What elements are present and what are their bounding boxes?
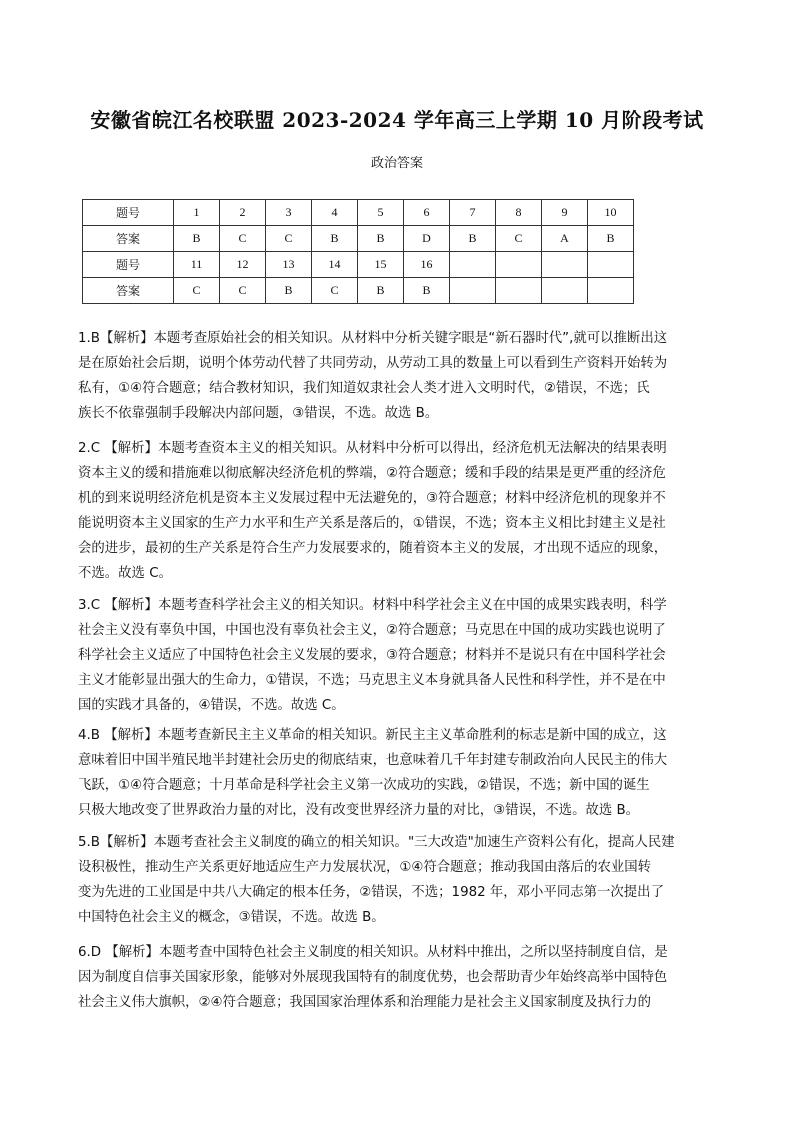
table-cell: 3 xyxy=(266,200,312,226)
text-line: 科学社会主义适应了中国特色社会主义发展的要求，③符合题意；材料并不是说只有在中国科学社会 xyxy=(78,648,666,663)
table-cell xyxy=(496,278,542,304)
table-cell: 6 xyxy=(404,200,450,226)
table-header-cell: 题号 xyxy=(83,252,174,278)
text-line: 族长不依靠强制手段解决内部问题，③错误，不选。故选 B。 xyxy=(78,406,439,421)
text-line: 6.D 【解析】本题考查中国特色社会主义制度的相关知识。从材料中推出，之所以坚持制度自信，是 xyxy=(78,945,668,960)
table-cell xyxy=(588,278,634,304)
table-cell: C xyxy=(174,278,220,304)
page-title: 安徽省皖江名校联盟 2023-2024 学年高三上学期 10 月阶段考试 xyxy=(90,108,704,132)
table-cell: 14 xyxy=(312,252,358,278)
table-cell: B xyxy=(312,226,358,252)
table-cell: 2 xyxy=(220,200,266,226)
table-cell: A xyxy=(542,226,588,252)
answer-explanation-3 xyxy=(78,593,728,718)
table-cell: B xyxy=(404,278,450,304)
text-line: 能说明资本主义国家的生产力水平和生产关系是落后的，①错误，不选；资本主义相比封建主义是社 xyxy=(78,516,666,531)
table-cell: 10 xyxy=(588,200,634,226)
table-cell: 15 xyxy=(358,252,404,278)
table-row xyxy=(83,252,634,278)
table-cell: C xyxy=(220,278,266,304)
table-cell xyxy=(588,252,634,278)
table-cell: B xyxy=(450,226,496,252)
text-line: 中国特色社会主义的概念，③错误，不选。故选 B。 xyxy=(78,910,385,925)
table-cell: 13 xyxy=(266,252,312,278)
table-cell: 5 xyxy=(358,200,404,226)
table-cell: C xyxy=(312,278,358,304)
answer-explanation-5 xyxy=(78,830,728,930)
page-subtitle: 政治答案 xyxy=(370,156,423,171)
table-cell xyxy=(450,252,496,278)
text-line: 私有，①④符合题意；结合教材知识，我们知道奴隶社会人类才进入文明时代，②错误，不选；氏 xyxy=(78,381,650,396)
text-line: 2.C 【解析】本题考查资本主义的相关知识。从材料中分析可以得出，经济危机无法解决的结果表明 xyxy=(78,441,667,456)
table-cell: 16 xyxy=(404,252,450,278)
answer-explanation-1 xyxy=(78,326,728,426)
text-line: 是在原始社会后期，说明个体劳动代替了共同劳动，从劳动工具的数量上可以看到生产资料开始转为 xyxy=(78,356,668,371)
text-line: 3.C 【解析】本题考查科学社会主义的相关知识。材料中科学社会主义在中国的成果实践表明，科学 xyxy=(78,598,667,613)
answer-explanation-2 xyxy=(78,436,728,586)
text-line: 5.B【解析】本题考查社会主义制度的确立的相关知识。"三大改造"加速生产资料公有化，提高人民建 xyxy=(78,835,675,850)
text-line: 主义才能彰显出强大的生命力，①错误，不选；马克思主义本身就具备人民性和科学性，并不是在中 xyxy=(78,673,666,688)
text-line: 资本主义的缓和措施难以彻底解决经济危机的弊端，②符合题意；缓和手段的结果是更严重的经济危 xyxy=(78,466,666,481)
answer-explanation-6 xyxy=(78,940,728,1015)
text-line: 机的到来说明经济危机是资本主义发展过程中无法避免的，③符合题意；材料中经济危机的现象并不 xyxy=(78,491,666,506)
table-cell: B xyxy=(588,226,634,252)
text-line: 社会主义没有辜负中国，中国也没有辜负社会主义，②符合题意；马克思在中国的成功实践也说明了 xyxy=(78,623,666,638)
table-cell xyxy=(542,252,588,278)
text-line: 飞跃，①④符合题意；十月革命是科学社会主义第一次成功的实践，②错误，不选；新中国的诞生 xyxy=(78,778,650,793)
table-row xyxy=(83,200,634,226)
text-line: 只极大地改变了世界政治力量的对比，没有改变世界经济力量的对比，③错误，不选。故选 B。 xyxy=(78,803,640,818)
table-cell: B xyxy=(266,278,312,304)
text-line: 不选。故选 C。 xyxy=(78,566,172,581)
text-line: 社会主义伟大旗帜，②④符合题意；我国国家治理体系和治理能力是社会主义国家制度及执行力的 xyxy=(78,995,652,1010)
table-cell: 4 xyxy=(312,200,358,226)
text-line: 4.B 【解析】本题考查新民主主义革命的相关知识。新民主主义革命胜利的标志是新中国的成立，这 xyxy=(78,728,667,743)
table-row xyxy=(83,226,634,252)
table-cell: B xyxy=(358,278,404,304)
answer-table xyxy=(82,199,634,304)
text-line: 设积极性，推动生产关系更好地适应生产力发展状况，①④符合题意；推动我国由落后的农业国转 xyxy=(78,860,652,875)
text-line: 会的进步，最初的生产关系是符合生产力发展要求的，随着资本主义的发展，才出现不适应的现象， xyxy=(78,541,668,556)
table-cell: 12 xyxy=(220,252,266,278)
table-cell: C xyxy=(266,226,312,252)
table-cell: 1 xyxy=(174,200,220,226)
table-cell: B xyxy=(174,226,220,252)
table-cell: 9 xyxy=(542,200,588,226)
text-line: 1.B【解析】本题考查原始社会的相关知识。从材料中分析关键字眼是“新石器时代”,就可以推断出这 xyxy=(78,331,668,346)
table-cell xyxy=(496,252,542,278)
text-line: 意味着旧中国半殖民地半封建社会历史的彻底结束，也意味着几千年封建专制政治向人民民主的伟大 xyxy=(78,753,668,768)
table-cell: C xyxy=(220,226,266,252)
table-cell xyxy=(450,278,496,304)
text-line: 因为制度自信事关国家形象，能够对外展现我国特有的制度优势，也会帮助青少年始终高举中国特色 xyxy=(78,970,668,985)
table-row xyxy=(83,278,634,304)
table-cell xyxy=(542,278,588,304)
table-header-cell: 答案 xyxy=(83,226,174,252)
table-cell: 7 xyxy=(450,200,496,226)
table-cell: B xyxy=(358,226,404,252)
table-cell: 8 xyxy=(496,200,542,226)
text-line: 国的实践才具备的，④错误，不选。故选 C。 xyxy=(78,698,345,713)
table-header-cell: 题号 xyxy=(83,200,174,226)
text-line: 变为先进的工业国是中共八大确定的根本任务，②错误，不选；1982 年，邓小平同志第一次提出了 xyxy=(78,885,664,900)
answer-explanation-4 xyxy=(78,723,728,823)
table-cell: C xyxy=(496,226,542,252)
table-cell: 11 xyxy=(174,252,220,278)
table-cell: D xyxy=(404,226,450,252)
table-header-cell: 答案 xyxy=(83,278,174,304)
